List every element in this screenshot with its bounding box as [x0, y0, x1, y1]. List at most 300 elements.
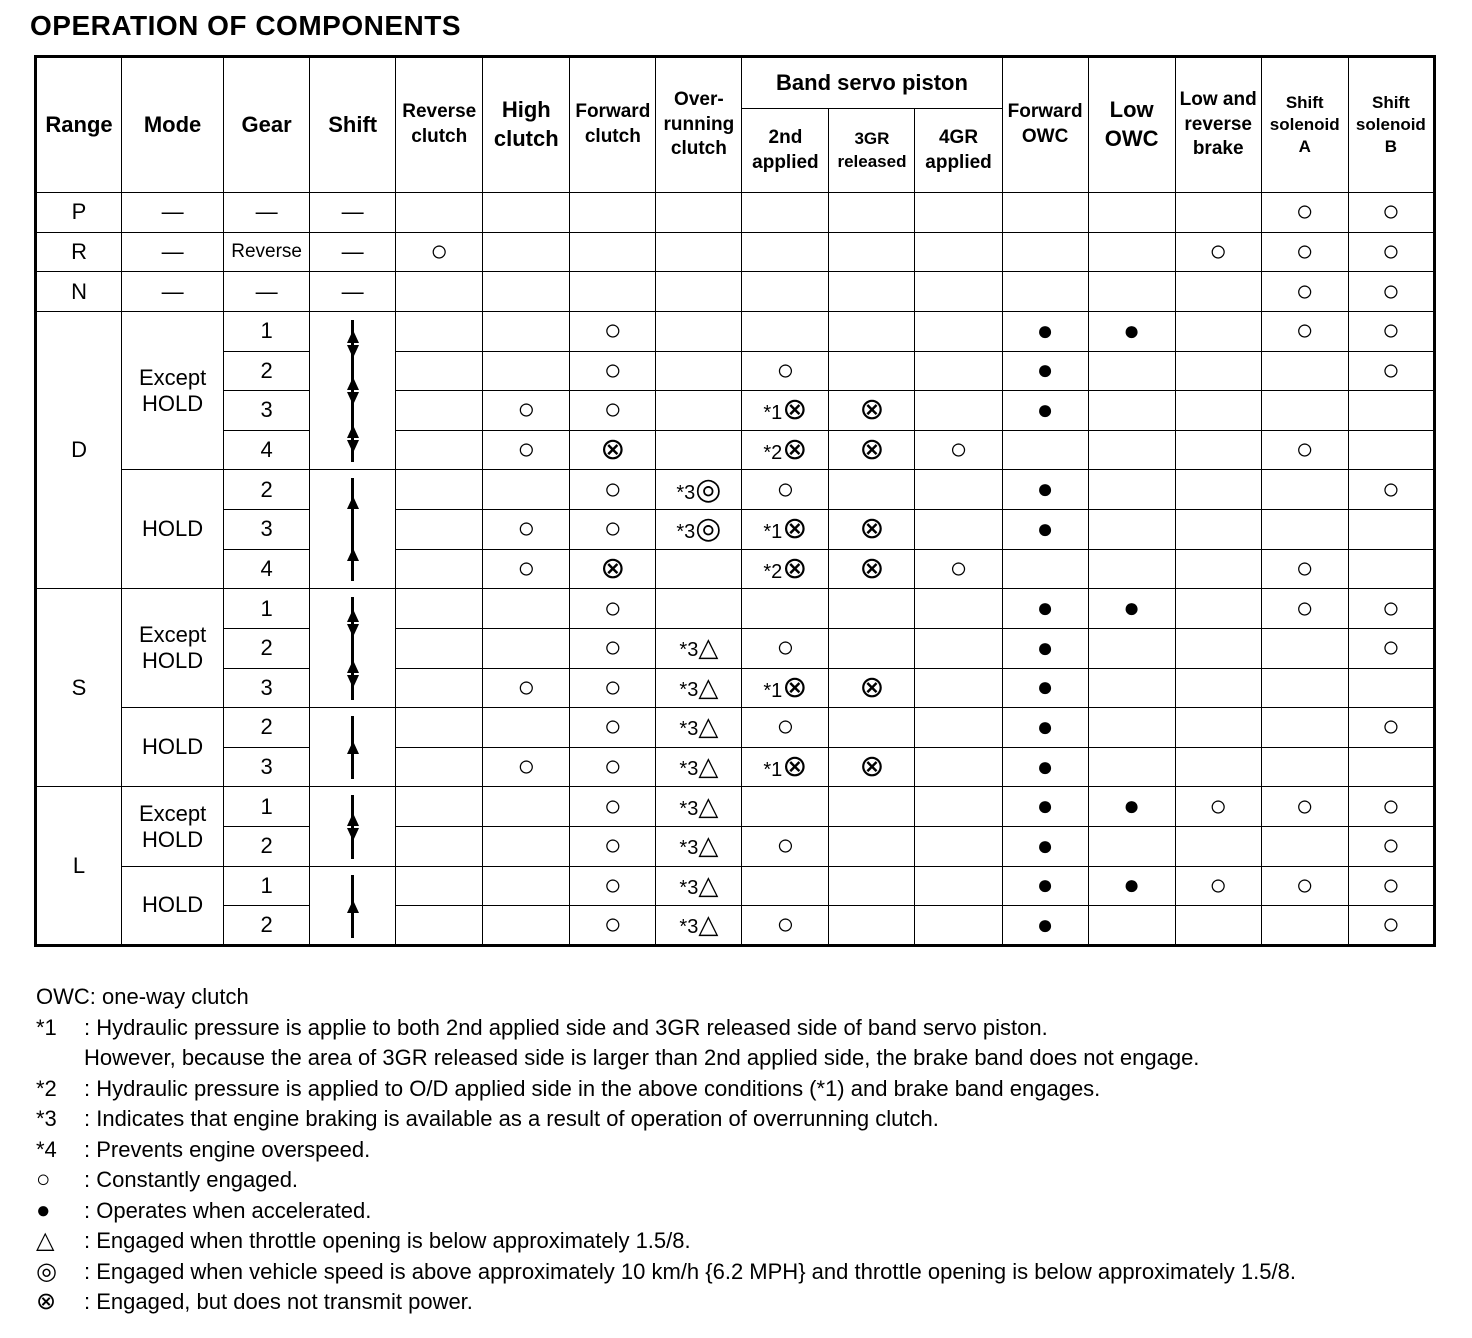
status-symbol: △: [698, 869, 719, 900]
cell-overrunning-clutch: [656, 470, 742, 510]
cell-range: S: [36, 589, 122, 787]
status-symbol: ⊗: [600, 551, 626, 585]
status-symbol: ○: [603, 710, 622, 744]
legend-vehicle-speed: [36, 1257, 1456, 1288]
cell-high-clutch: [483, 866, 570, 906]
cell-band-3gr: [829, 351, 915, 391]
cell-band-4gr: [915, 628, 1002, 668]
cell-band-3gr: [829, 747, 915, 787]
footnote-ref: *1: [763, 521, 783, 544]
cell-band-2nd: [742, 628, 829, 668]
cell-band-2nd: [742, 311, 829, 351]
cell-gear: 3: [224, 668, 310, 708]
double-circle-icon: ◎: [36, 1257, 57, 1285]
header-low-reverse-brake: Low and reverse brake: [1175, 57, 1261, 193]
cell-forward-owc: [1002, 628, 1088, 668]
status-symbol: ●: [1036, 869, 1054, 901]
cell-solenoid-a: [1261, 430, 1348, 470]
status-symbol: ○: [603, 591, 622, 625]
legend-accelerated: [36, 1196, 1456, 1227]
table-row: [36, 589, 1435, 629]
status-symbol: △: [698, 790, 719, 821]
table-row: [36, 193, 1435, 233]
status-symbol: ○: [603, 512, 622, 546]
note-4: [36, 1135, 1456, 1166]
cell-high-clutch: [483, 628, 570, 668]
cell-solenoid-b: [1348, 193, 1434, 233]
status-symbol: ○: [776, 472, 795, 506]
status-symbol: ○: [1381, 789, 1400, 823]
legend-notes: [36, 982, 1456, 1318]
cell-gear: —: [224, 272, 310, 312]
cell-reverse-clutch: [396, 193, 483, 233]
cell-overrunning-clutch: [656, 193, 742, 233]
cell-mode: —: [122, 272, 224, 312]
cell-solenoid-a: [1261, 866, 1348, 906]
table-row: [36, 747, 1435, 787]
cell-band-4gr: [915, 906, 1002, 946]
cell-overrunning-clutch: [656, 272, 742, 312]
note-3-text: : Indicates that engine braking is available as a result of operation of overrunning clutch.: [84, 1106, 939, 1131]
status-symbol: ○: [517, 551, 536, 585]
cell-low-reverse-brake: [1175, 628, 1261, 668]
cell-gear: 2: [224, 628, 310, 668]
triangle-icon: △: [36, 1227, 55, 1254]
footnote-ref: *1: [763, 402, 783, 425]
table-row: [36, 827, 1435, 867]
cell-band-4gr: [915, 866, 1002, 906]
cell-solenoid-b: [1348, 589, 1434, 629]
cell-high-clutch: [483, 311, 570, 351]
table-row: [36, 668, 1435, 708]
status-symbol: ○: [517, 433, 536, 467]
cell-high-clutch: [483, 827, 570, 867]
cell-solenoid-a: [1261, 351, 1348, 391]
cell-band-3gr: [829, 311, 915, 351]
cell-forward-owc: [1002, 193, 1088, 233]
cell-forward-clutch: [570, 708, 656, 748]
operation-table: [34, 55, 1436, 947]
cell-high-clutch: [483, 589, 570, 629]
cell-band-3gr: [829, 391, 915, 431]
cell-forward-clutch: [570, 391, 656, 431]
status-symbol: ○: [1381, 591, 1400, 625]
status-symbol: ○: [1209, 234, 1228, 268]
header-overrunning-clutch: Over- running clutch: [656, 57, 742, 193]
status-symbol: ⊗: [782, 670, 808, 704]
cell-gear: 4: [224, 549, 310, 589]
cell-gear: 1: [224, 311, 310, 351]
cell-low-owc: [1088, 391, 1175, 431]
cell-low-owc: [1088, 906, 1175, 946]
table-row: [36, 787, 1435, 827]
cell-band-3gr: [829, 272, 915, 312]
cell-gear: 1: [224, 787, 310, 827]
footnote-ref: *3: [679, 916, 699, 939]
footnote-ref: *3: [679, 758, 699, 781]
cell-mode: —: [122, 232, 224, 272]
status-symbol: ●: [1036, 314, 1054, 346]
cell-gear: 3: [224, 747, 310, 787]
status-symbol: ○: [430, 234, 449, 268]
header-gear: Gear: [224, 57, 310, 193]
note-4-text: : Prevents engine overspeed.: [84, 1136, 371, 1162]
table-row: [36, 311, 1435, 351]
cell-forward-clutch: [570, 232, 656, 272]
status-symbol: ○: [517, 512, 536, 546]
cell-low-owc: [1088, 787, 1175, 827]
status-symbol: ○: [603, 908, 622, 942]
cell-range: P: [36, 193, 122, 233]
legend-engaged-text: : Constantly engaged.: [84, 1167, 299, 1192]
footnote-ref: *3: [676, 521, 696, 544]
status-symbol: ⊗: [859, 670, 885, 704]
status-symbol: ○: [517, 750, 536, 784]
cell-solenoid-b: [1348, 391, 1434, 431]
cell-reverse-clutch: [396, 628, 483, 668]
status-symbol: △: [698, 830, 719, 861]
cell-reverse-clutch: [396, 391, 483, 431]
status-symbol: ○: [603, 631, 622, 665]
cell-forward-owc: [1002, 866, 1088, 906]
note-3: [36, 1104, 1456, 1135]
legend-no-power-text: : Engaged, but does not transmit power.: [84, 1289, 473, 1314]
legend-throttle-text: : Engaged when throttle opening is below approximately 1.5/8.: [84, 1228, 691, 1253]
status-symbol: ○: [1381, 908, 1400, 942]
cell-shift: [310, 470, 396, 589]
cell-reverse-clutch: [396, 430, 483, 470]
cell-low-owc: [1088, 193, 1175, 233]
cell-forward-owc: [1002, 827, 1088, 867]
cell-band-2nd: [742, 232, 829, 272]
status-symbol: ○: [1295, 591, 1314, 625]
status-symbol: ⊗: [859, 393, 885, 427]
status-symbol: ●: [1123, 790, 1141, 822]
cell-mode: HOLD: [122, 708, 224, 787]
status-symbol: ●: [1123, 314, 1141, 346]
cell-gear: 2: [224, 906, 310, 946]
cell-overrunning-clutch: [656, 866, 742, 906]
header-high-clutch: High clutch: [483, 57, 570, 193]
cell-solenoid-b: [1348, 232, 1434, 272]
status-symbol: ○: [603, 829, 622, 863]
cell-low-owc: [1088, 747, 1175, 787]
cell-forward-clutch: [570, 470, 656, 510]
cell-high-clutch: [483, 430, 570, 470]
cell-low-reverse-brake: [1175, 391, 1261, 431]
header-shift-solenoid-b: Shift solenoid B: [1348, 57, 1434, 193]
cell-mode: —: [122, 193, 224, 233]
status-symbol: ●: [1036, 592, 1054, 624]
footnote-ref: *3: [676, 481, 696, 504]
status-symbol: ○: [603, 670, 622, 704]
status-symbol: ○: [603, 393, 622, 427]
cell-low-reverse-brake: [1175, 708, 1261, 748]
cell-low-reverse-brake: [1175, 510, 1261, 550]
status-symbol: ○: [1381, 234, 1400, 268]
status-symbol: ○: [1295, 314, 1314, 348]
cell-band-4gr: [915, 589, 1002, 629]
cell-overrunning-clutch: [656, 589, 742, 629]
cell-high-clutch: [483, 549, 570, 589]
cell-solenoid-b: [1348, 827, 1434, 867]
note-1: [36, 1013, 1456, 1044]
cell-solenoid-a: [1261, 589, 1348, 629]
cell-band-4gr: [915, 391, 1002, 431]
cell-band-3gr: [829, 589, 915, 629]
status-symbol: ○: [603, 314, 622, 348]
cell-forward-clutch: [570, 668, 656, 708]
status-symbol: ⊗: [859, 512, 885, 546]
cell-low-reverse-brake: [1175, 311, 1261, 351]
cell-low-reverse-brake: [1175, 193, 1261, 233]
cell-band-4gr: [915, 470, 1002, 510]
cell-solenoid-a: [1261, 747, 1348, 787]
status-symbol: △: [698, 711, 719, 742]
cell-forward-owc: [1002, 549, 1088, 589]
status-symbol: ●: [1036, 790, 1054, 822]
table-row: [36, 391, 1435, 431]
table-row: [36, 628, 1435, 668]
cell-band-4gr: [915, 787, 1002, 827]
cell-solenoid-b: [1348, 311, 1434, 351]
cell-forward-clutch: [570, 827, 656, 867]
footnote-ref: *3: [679, 876, 699, 899]
header-shift: Shift: [310, 57, 396, 193]
cell-overrunning-clutch: [656, 628, 742, 668]
cell-solenoid-b: [1348, 549, 1434, 589]
cell-forward-owc: [1002, 787, 1088, 827]
status-symbol: △: [698, 671, 719, 702]
cell-solenoid-b: [1348, 708, 1434, 748]
cell-band-3gr: [829, 510, 915, 550]
cell-shift: [310, 866, 396, 945]
cell-high-clutch: [483, 708, 570, 748]
cell-band-4gr: [915, 747, 1002, 787]
cell-overrunning-clutch: [656, 351, 742, 391]
cell-high-clutch: [483, 470, 570, 510]
cell-solenoid-a: [1261, 628, 1348, 668]
cell-low-owc: [1088, 549, 1175, 589]
cell-band-3gr: [829, 549, 915, 589]
cell-shift: [310, 708, 396, 787]
status-symbol: ⊗: [782, 551, 808, 585]
cell-shift: —: [310, 193, 396, 233]
cell-solenoid-a: [1261, 311, 1348, 351]
cell-low-reverse-brake: [1175, 589, 1261, 629]
cell-overrunning-clutch: [656, 232, 742, 272]
cell-reverse-clutch: [396, 866, 483, 906]
cell-band-4gr: [915, 549, 1002, 589]
header-reverse-clutch: Reverse clutch: [396, 57, 483, 193]
cell-low-reverse-brake: [1175, 272, 1261, 312]
cell-band-2nd: [742, 708, 829, 748]
cell-solenoid-a: [1261, 668, 1348, 708]
cell-reverse-clutch: [396, 906, 483, 946]
cell-overrunning-clutch: [656, 668, 742, 708]
cell-band-4gr: [915, 311, 1002, 351]
status-symbol: ⊗: [859, 433, 885, 467]
cell-solenoid-a: [1261, 272, 1348, 312]
cell-mode: Except HOLD: [122, 787, 224, 866]
cell-band-4gr: [915, 510, 1002, 550]
cell-forward-owc: [1002, 391, 1088, 431]
cell-high-clutch: [483, 747, 570, 787]
cell-band-4gr: [915, 668, 1002, 708]
cell-low-owc: [1088, 351, 1175, 391]
cell-solenoid-b: [1348, 430, 1434, 470]
status-symbol: ○: [776, 631, 795, 665]
cell-reverse-clutch: [396, 510, 483, 550]
status-symbol: ○: [1381, 472, 1400, 506]
cell-forward-owc: [1002, 470, 1088, 510]
cell-reverse-clutch: [396, 470, 483, 510]
cell-mode: Except HOLD: [122, 311, 224, 470]
cell-high-clutch: [483, 391, 570, 431]
cell-band-4gr: [915, 827, 1002, 867]
cell-high-clutch: [483, 193, 570, 233]
cell-forward-owc: [1002, 510, 1088, 550]
cell-band-3gr: [829, 827, 915, 867]
cell-band-4gr: [915, 351, 1002, 391]
cell-high-clutch: [483, 668, 570, 708]
cell-high-clutch: [483, 787, 570, 827]
status-symbol: ○: [1295, 789, 1314, 823]
header-forward-owc: Forward OWC: [1002, 57, 1088, 193]
note-2: [36, 1074, 1456, 1105]
cell-solenoid-a: [1261, 510, 1348, 550]
cell-high-clutch: [483, 351, 570, 391]
status-symbol: ○: [1295, 551, 1314, 585]
cell-forward-owc: [1002, 311, 1088, 351]
cell-overrunning-clutch: [656, 391, 742, 431]
status-symbol: ●: [1036, 512, 1054, 544]
header-mode: Mode: [122, 57, 224, 193]
cell-band-2nd: [742, 193, 829, 233]
legend-accelerated-text: : Operates when accelerated.: [84, 1197, 372, 1223]
table-row: [36, 510, 1435, 550]
status-symbol: ○: [517, 670, 536, 704]
cell-solenoid-b: [1348, 351, 1434, 391]
cell-band-3gr: [829, 628, 915, 668]
footnote-ref: *3: [679, 797, 699, 820]
status-symbol: ●: [1123, 869, 1141, 901]
cell-high-clutch: [483, 272, 570, 312]
status-symbol: ⊗: [782, 393, 808, 427]
cell-gear: 3: [224, 391, 310, 431]
table-row: [36, 272, 1435, 312]
cell-high-clutch: [483, 510, 570, 550]
cell-band-3gr: [829, 470, 915, 510]
cell-solenoid-b: [1348, 668, 1434, 708]
footnote-ref: *3: [679, 837, 699, 860]
table-row: [36, 470, 1435, 510]
status-symbol: ○: [1295, 274, 1314, 308]
footnote-ref: *3: [679, 639, 699, 662]
status-symbol: ○: [776, 908, 795, 942]
cell-low-owc: [1088, 708, 1175, 748]
cell-forward-owc: [1002, 430, 1088, 470]
cell-band-2nd: [742, 351, 829, 391]
status-symbol: ○: [603, 868, 622, 902]
cell-low-reverse-brake: [1175, 430, 1261, 470]
cell-low-owc: [1088, 272, 1175, 312]
cell-solenoid-a: [1261, 391, 1348, 431]
cell-band-2nd: [742, 747, 829, 787]
status-symbol: ○: [603, 472, 622, 506]
cell-overrunning-clutch: [656, 708, 742, 748]
filled-circle-icon: ●: [36, 1196, 51, 1224]
status-symbol: ○: [949, 551, 968, 585]
cell-gear: 1: [224, 589, 310, 629]
table-row: [36, 549, 1435, 589]
status-symbol: ⊗: [600, 433, 626, 467]
table-row: [36, 232, 1435, 272]
note-1b: However, because the area of 3GR released side is larger than 2nd applied side, the brake band does not engage.: [84, 1045, 1200, 1070]
cell-overrunning-clutch: [656, 510, 742, 550]
cell-low-owc: [1088, 628, 1175, 668]
status-symbol: ○: [1381, 274, 1400, 308]
cell-shift: —: [310, 232, 396, 272]
table-row: [36, 906, 1435, 946]
page-title: OPERATION OF COMPONENTS: [30, 10, 461, 41]
header-forward-clutch: Forward clutch: [570, 57, 656, 193]
cell-low-reverse-brake: [1175, 232, 1261, 272]
status-symbol: ⊗: [782, 512, 808, 546]
cell-solenoid-a: [1261, 470, 1348, 510]
status-symbol: ○: [603, 353, 622, 387]
cell-solenoid-a: [1261, 549, 1348, 589]
cell-low-owc: [1088, 311, 1175, 351]
cell-forward-clutch: [570, 906, 656, 946]
status-symbol: ○: [1295, 868, 1314, 902]
note-3-key: *3: [36, 1106, 57, 1131]
header-range: Range: [36, 57, 122, 193]
status-symbol: △: [698, 751, 719, 782]
status-symbol: ○: [1381, 631, 1400, 665]
cell-band-4gr: [915, 232, 1002, 272]
cell-reverse-clutch: [396, 589, 483, 629]
cell-shift: —: [310, 272, 396, 312]
header-low-owc: Low OWC: [1088, 57, 1175, 193]
cell-mode: Except HOLD: [122, 589, 224, 708]
legend-engaged: [36, 1165, 1456, 1196]
cell-low-reverse-brake: [1175, 906, 1261, 946]
cell-solenoid-b: [1348, 787, 1434, 827]
cell-band-2nd: [742, 906, 829, 946]
legend-throttle: [36, 1226, 1456, 1257]
cell-high-clutch: [483, 906, 570, 946]
cell-forward-owc: [1002, 668, 1088, 708]
cell-gear: —: [224, 193, 310, 233]
cell-forward-owc: [1002, 351, 1088, 391]
cell-forward-clutch: [570, 589, 656, 629]
cell-gear: 1: [224, 866, 310, 906]
cell-range: R: [36, 232, 122, 272]
status-symbol: ●: [1036, 354, 1054, 386]
cell-shift: [310, 589, 396, 708]
cell-forward-clutch: [570, 193, 656, 233]
status-symbol: ⊗: [859, 750, 885, 784]
status-symbol: ○: [1295, 433, 1314, 467]
header-band-4gr-applied: 4GR applied: [915, 109, 1002, 193]
header-band-3gr-released: 3GR released: [829, 109, 915, 193]
status-symbol: ○: [603, 750, 622, 784]
circled-x-icon: ⊗: [36, 1288, 57, 1315]
footnote-ref: *3: [679, 678, 699, 701]
cell-range: D: [36, 311, 122, 588]
note-1-key: *1: [36, 1014, 57, 1040]
